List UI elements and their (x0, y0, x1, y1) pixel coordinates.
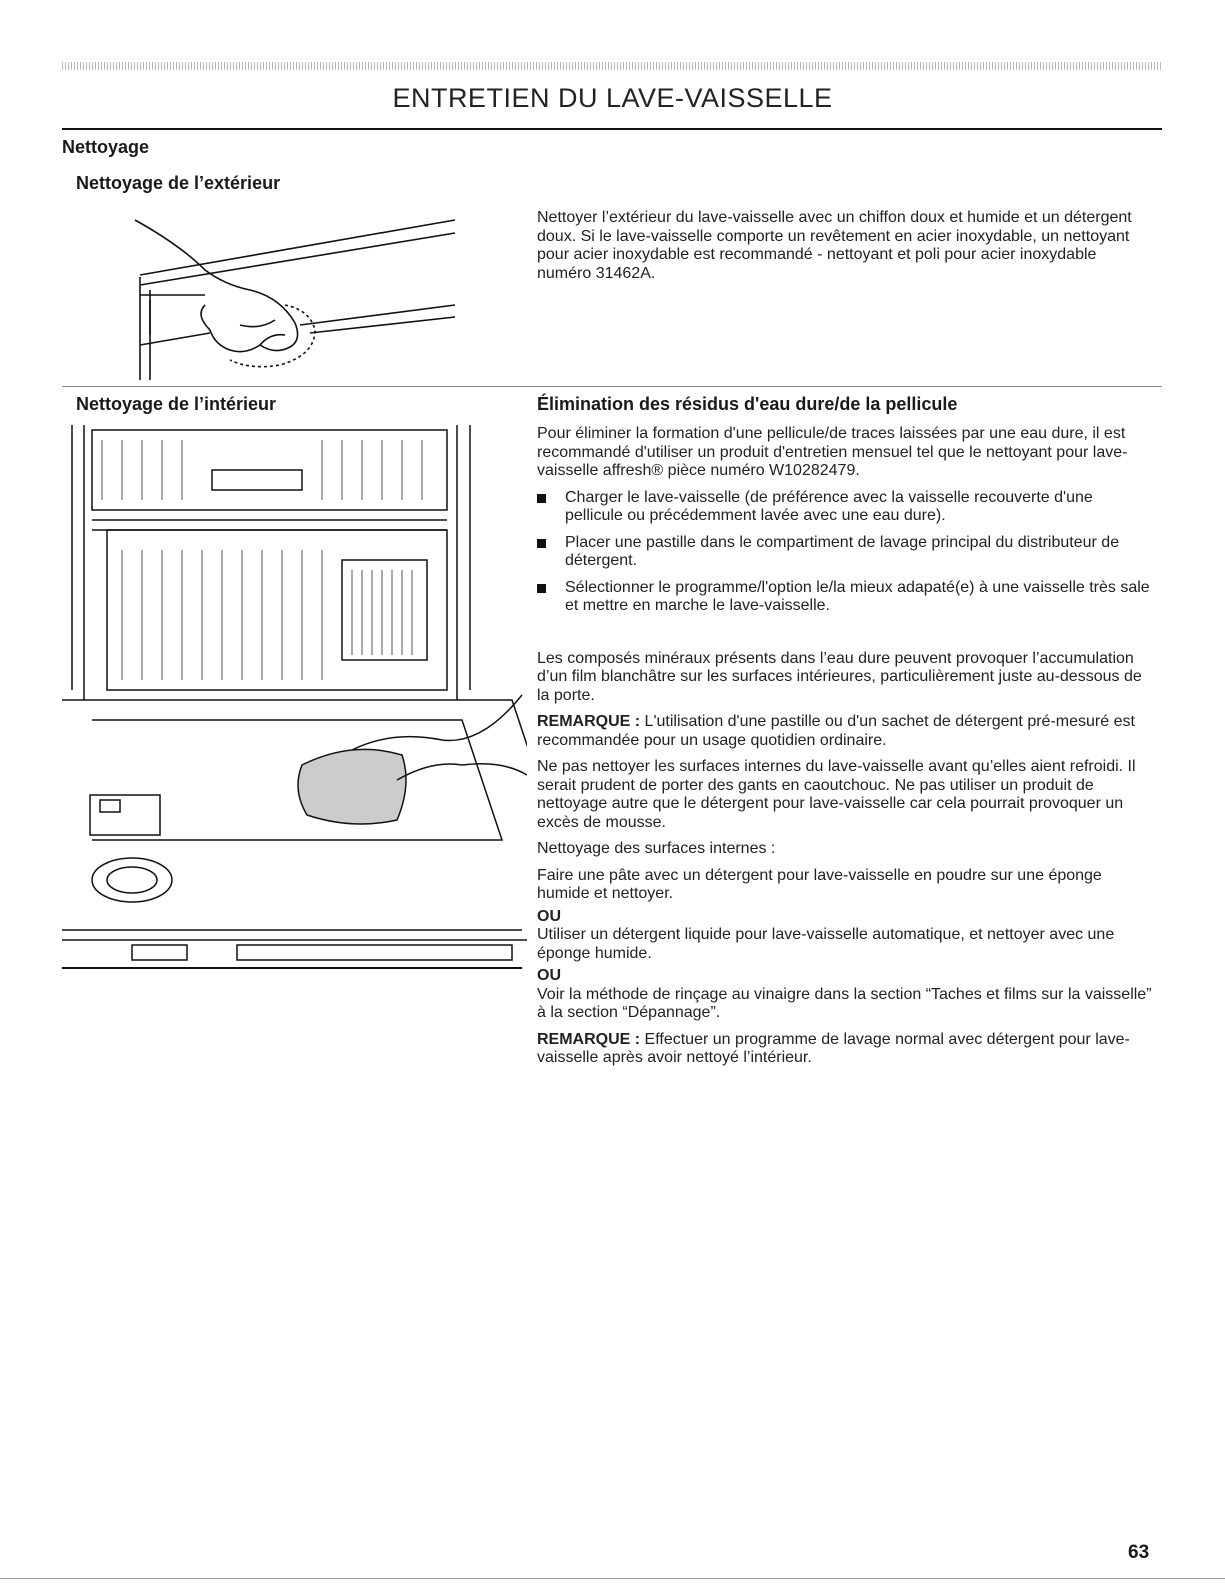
list-item: Placer une pastille dans le compartiment de lavage principal du distributeur de détergent. (537, 534, 1152, 571)
exterior-cleaning-illustration (110, 205, 470, 385)
or-label-1: OU (537, 907, 561, 925)
or-label-2: OU (537, 967, 561, 984)
warning-text: Ne pas nettoyer les surfaces internes du lave-vaisselle avant qu’elles aient refroidi. Il serait prudent de porter des gants en caoutchouc. Ne pas utiliser un produit de nettoyage autre que le détergent pour lave-vaisselle car cela pourrait provoquer un excès de mousse. (537, 758, 1136, 831)
list-item: Sélectionner le programme/l'option le/la mieux adapaté(e) à une vaisselle très sale et mettre en marche le lave-vaisselle. (537, 579, 1152, 616)
elimination-steps (537, 489, 1152, 616)
exterior-text: Nettoyer l’extérieur du lave-vaisselle avec un chiffon doux et humide et un détergent doux. Si le lave-vaisselle comporte un revêtement en acier inoxydable, un nettoyant pour acier inoxydable est recommandé - nettoyant et poli pour acier inoxydable numéro 31462A. (537, 209, 1132, 282)
header-decorative-bar (62, 62, 1162, 70)
section-heading: Nettoyage (62, 137, 150, 157)
option-2: Utiliser un détergent liquide pour lave-vaisselle automatique, et nettoyer avec une éponge humide. (537, 926, 1115, 962)
note-1: REMARQUE : L'utilisation d'une pastille ou d'un sachet de détergent pré-mesuré est recommandée pour un usage quotidien ordinaire. (537, 713, 1135, 749)
elimination-heading: Élimination des résidus d'eau dure/de la pellicule (537, 394, 958, 414)
exterior-heading: Nettoyage de l’extérieur (76, 173, 281, 193)
bullet-icon (537, 494, 546, 503)
page-title: ENTRETIEN DU LAVE-VAISSELLE (392, 83, 833, 113)
internal-label: Nettoyage des surfaces internes : (537, 840, 776, 857)
interior-cleaning-illustration (62, 420, 527, 975)
elimination-column (537, 425, 1152, 1076)
header-rule (62, 128, 1162, 130)
bullet-icon (537, 584, 546, 593)
interior-heading: Nettoyage de l’intérieur (76, 394, 277, 414)
bottom-rule (0, 1578, 1225, 1579)
section-divider (62, 386, 1162, 387)
option-3: Voir la méthode de rinçage au vinaigre dans la section “Taches et films sur la vaisselle” à la section “Dépannage”. (537, 985, 1152, 1021)
minerals-text: Les composés minéraux présents dans l’eau dure peuvent provoquer l’accumulation d’un film blanchâtre sur les surfaces intérieures, particulièrement juste au-dessous de la porte. (537, 649, 1142, 704)
option-1: Faire une pâte avec un détergent pour lave-vaisselle en poudre sur une éponge humide et nettoyer. (537, 866, 1102, 902)
list-item: Charger le lave-vaisselle (de préférence avec la vaisselle recouverte d'une pellicule ou précédemment lavée avec une eau dure). (537, 489, 1152, 526)
note-2: REMARQUE : Effectuer un programme de lavage normal avec détergent pour lave-vaisselle après avoir nettoyé l’intérieur. (537, 1030, 1130, 1066)
page-number: 63 (1128, 1542, 1150, 1563)
elimination-intro: Pour éliminer la formation d'une pellicule/de traces laissées par une eau dure, il est recommandé d'utiliser un produit d'entretien mensuel tel que le nettoyant pour lave-vaisselle affresh® pièce numéro W10282479. (537, 425, 1128, 479)
bullet-icon (537, 539, 546, 548)
